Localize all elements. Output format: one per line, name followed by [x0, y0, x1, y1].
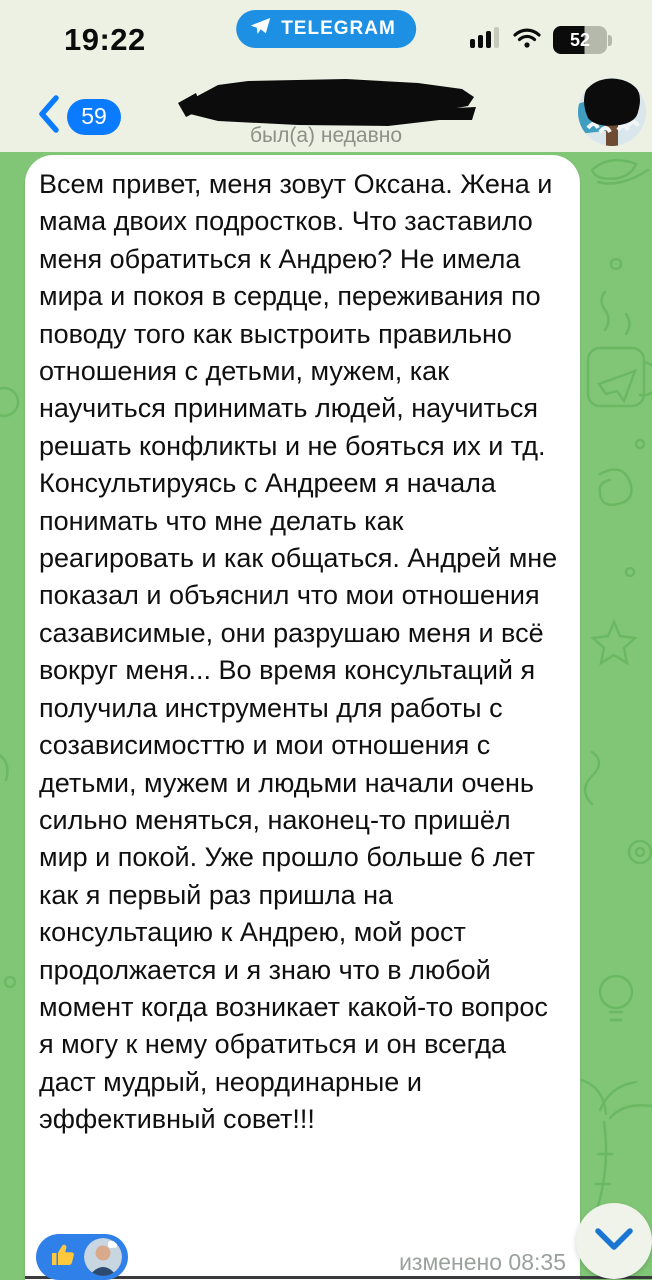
message-bubble[interactable] — [25, 155, 580, 1280]
scroll-to-bottom-button[interactable] — [576, 1203, 652, 1279]
contact-avatar[interactable] — [578, 78, 646, 146]
wifi-icon — [512, 27, 542, 54]
bottom-edge-line — [25, 1276, 652, 1279]
clock: 19:22 — [64, 22, 146, 57]
back-button[interactable] — [36, 94, 121, 139]
cellular-signal-icon — [470, 27, 501, 54]
last-seen-status: был(а) недавно — [249, 124, 403, 147]
telegram-plane-icon — [248, 15, 272, 44]
telegram-return-banner[interactable] — [236, 10, 416, 48]
message-text: Всем привет, меня зовут Оксана. Жена и мама двоих подростков. Что заставило меня обратиться к Андрею? Не имела мира и покоя в сердце, переживания по поводу того как выстроить правильно отношения с детьми, мужем, как научиться принимать людей, научиться решать конфликты и не бояться их и тд. Консультируясь с Андреем я начала понимать что мне делать как реагировать и как общаться. Андрей мне показал и объяснил что мои отношения сазависимые, они разрушаю меня и всё вокруг меня... Во время консультаций я получила инструменты для работы с созависимосттю и мои отношения с детьми, мужем и людьми начали очень сильно меняться, наконец-то пришёл мир и покой. Уже прошло больше 6 лет как я первый раз пришла на консультацию к Андрею, мой рост продолжается и я знаю что в любой момент когда возникает какой-то вопрос я могу к нему обратиться и он всегда даст мудрый, неординарные и эффективный совет!!! — [39, 169, 558, 1135]
reaction-pill[interactable] — [36, 1234, 128, 1280]
reactor-avatar — [84, 1238, 122, 1276]
battery-percent: 52 — [569, 29, 591, 50]
edited-timestamp: изменено 08:35 — [399, 1249, 566, 1275]
status-icons — [470, 26, 612, 54]
banner-label: TELEGRAM — [281, 18, 396, 39]
status-bar — [0, 0, 652, 60]
thumbs-up-icon — [48, 1240, 78, 1275]
chevron-down-icon — [576, 1201, 652, 1280]
unread-count-badge: 59 — [67, 99, 121, 135]
chat-background — [0, 152, 652, 1280]
chevron-left-icon — [36, 94, 60, 139]
battery-icon — [553, 26, 612, 54]
chat-header — [0, 60, 652, 152]
